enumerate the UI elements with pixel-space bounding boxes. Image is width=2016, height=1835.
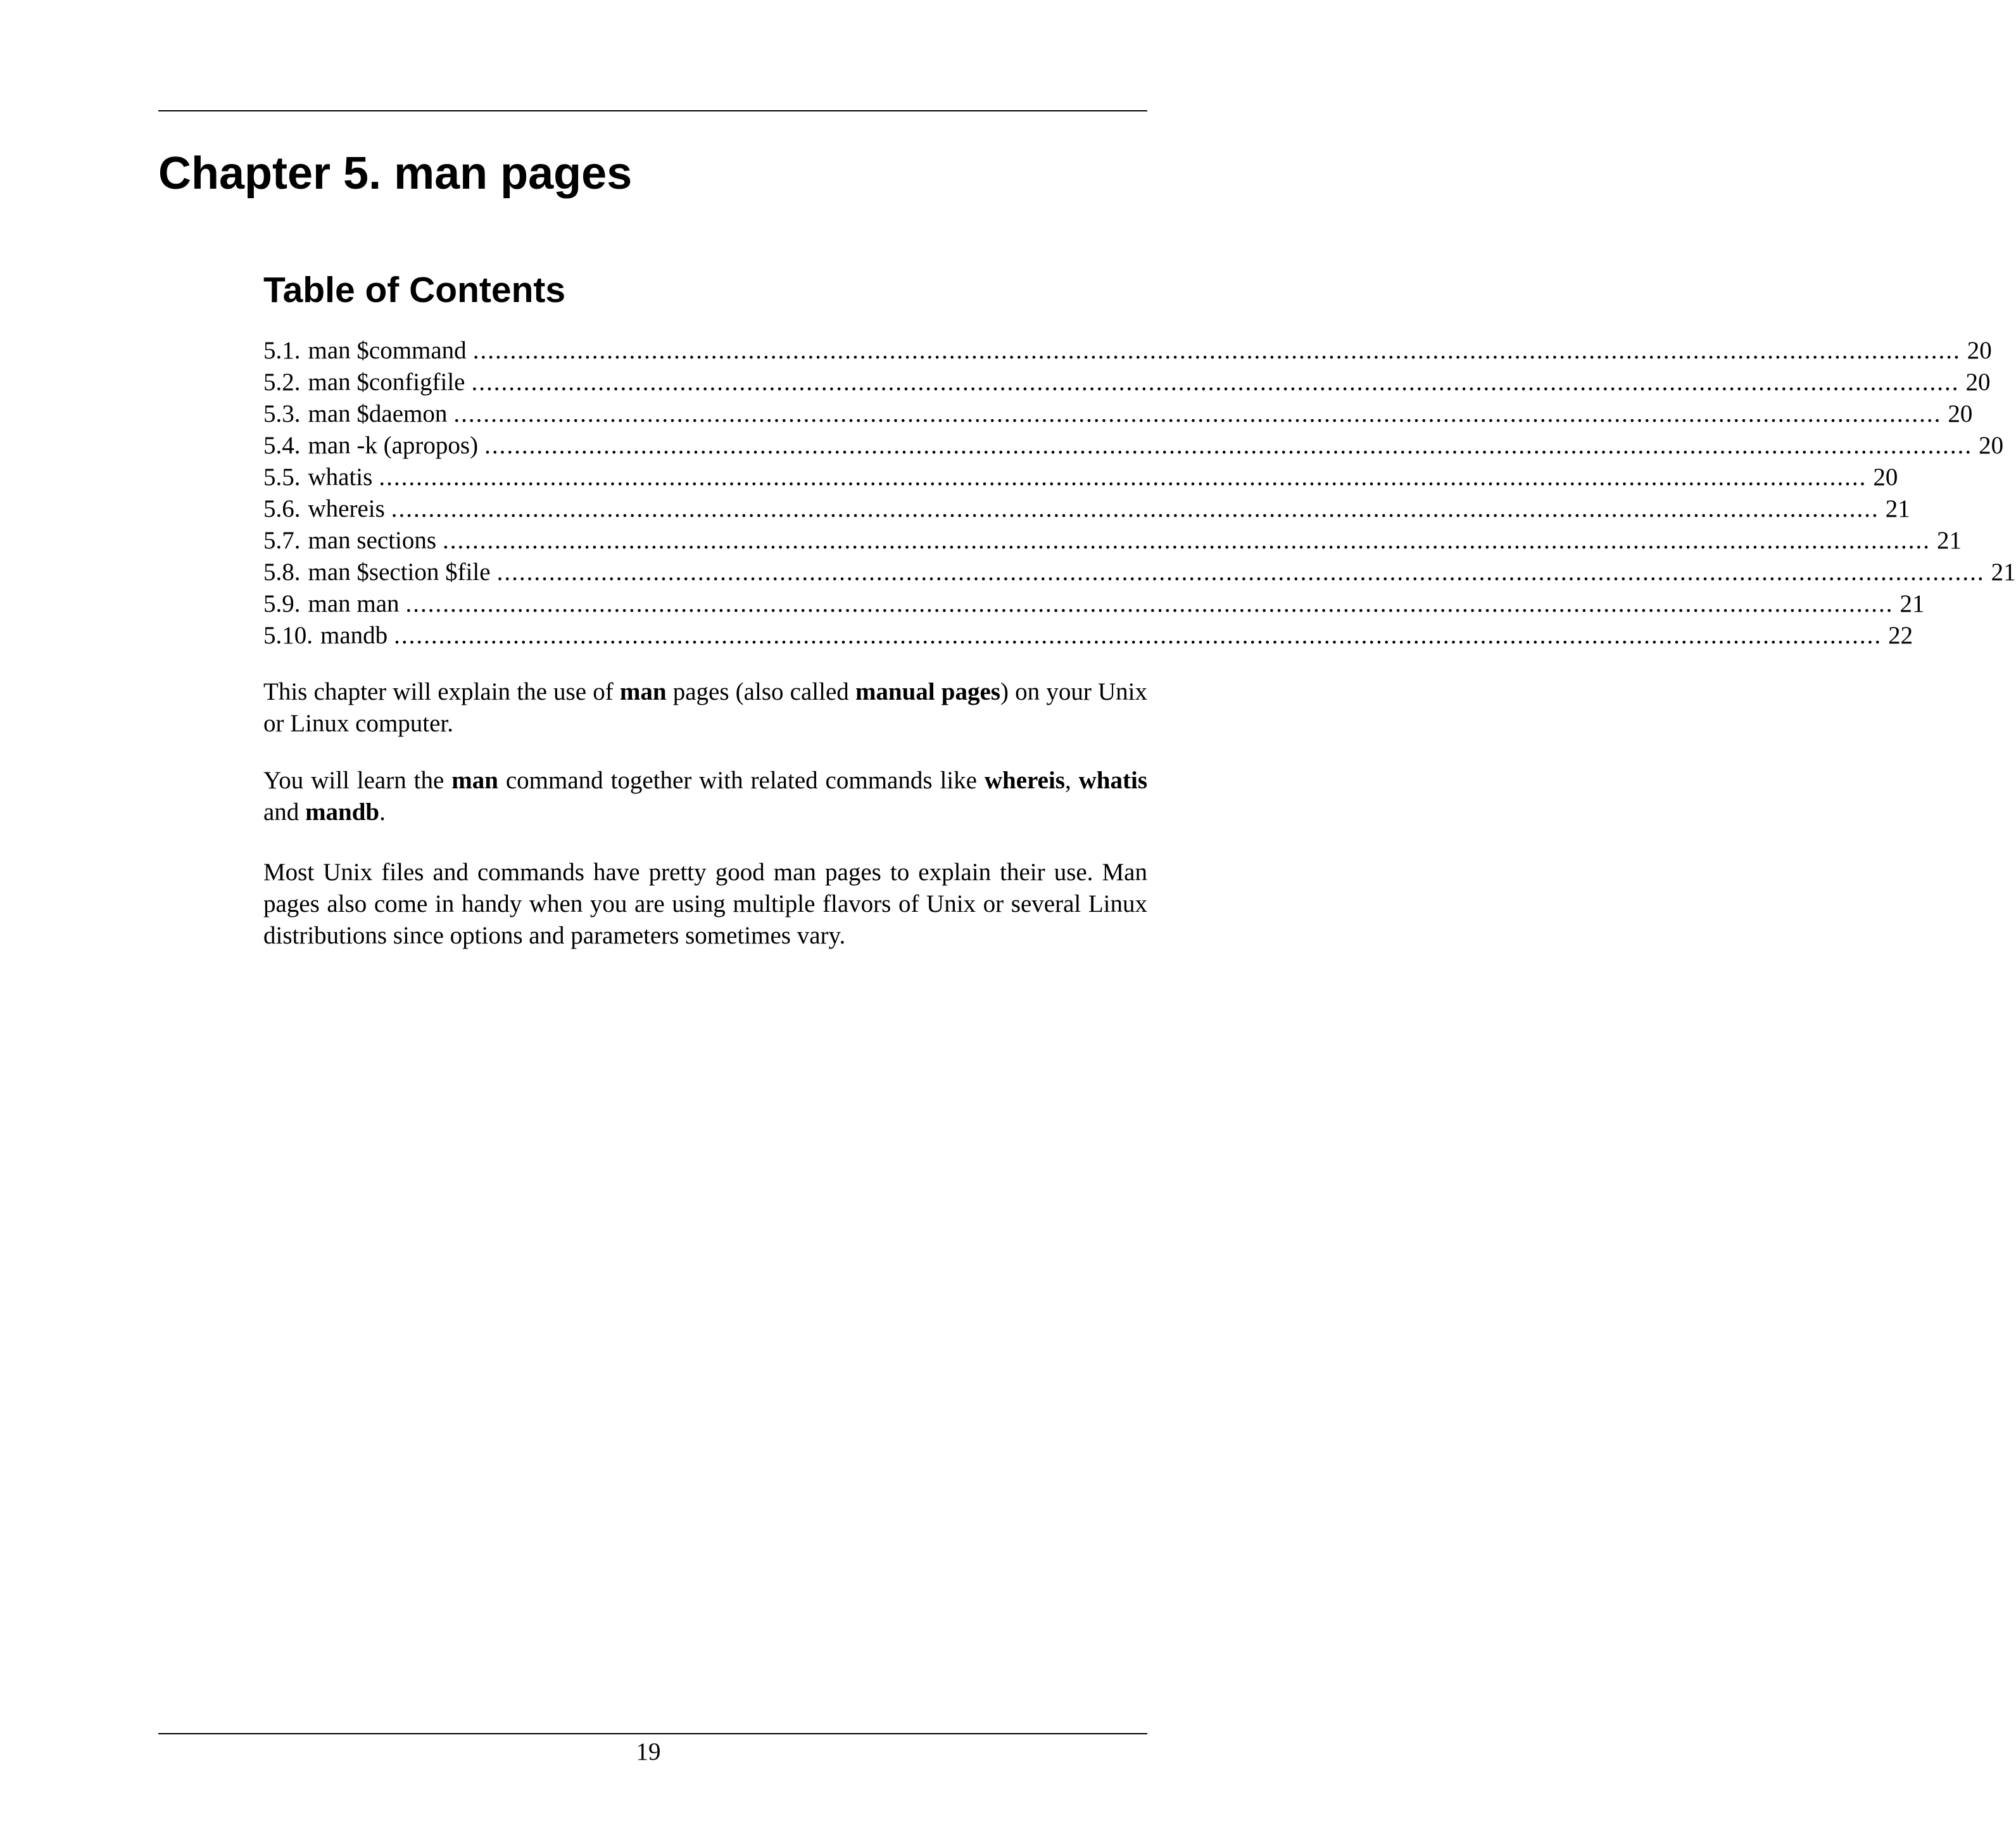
toc-list (263, 335, 2016, 652)
toc-leader-dots: ........................................................................................................................................................................................................ (472, 337, 1961, 364)
bold-term: man (619, 678, 667, 705)
toc-leader-dots: ........................................................................................................................................................................................................ (391, 495, 1879, 522)
bold-term: mandb (305, 798, 380, 826)
text-run: . (379, 798, 386, 826)
intro-paragraph (263, 676, 1147, 740)
text-run: pages (also called (666, 678, 855, 705)
toc-entry-label: whatis (308, 463, 373, 491)
toc-entry-page: 21 (1885, 495, 1910, 522)
toc-entry-number: 5.7. (263, 527, 301, 554)
bold-term: man (451, 767, 498, 794)
toc-entry-page: 20 (1979, 432, 2004, 459)
toc-entry[interactable] (263, 557, 2016, 588)
toc-entry[interactable] (263, 525, 1962, 557)
toc-entry[interactable] (263, 493, 1910, 525)
toc-entry-page: 20 (1948, 400, 1973, 427)
toc-entry[interactable] (263, 462, 1898, 493)
toc-entry-page: 22 (1888, 622, 1913, 649)
bold-term: whereis (984, 767, 1065, 794)
toc-entry[interactable] (263, 588, 1925, 620)
header-rule (158, 110, 1147, 111)
toc-entry-page: 21 (1937, 527, 1962, 554)
toc-entry-label: man man (308, 590, 400, 617)
toc-entry-page: 21 (1991, 558, 2016, 586)
toc-entry-page: 21 (1899, 590, 1925, 617)
toc-entry[interactable] (263, 367, 1991, 398)
toc-entry[interactable] (263, 335, 1992, 367)
toc-entry-label: man $section $file (308, 558, 491, 586)
toc-entry-label: whereis (308, 495, 385, 522)
toc-entry-number: 5.5. (263, 463, 301, 491)
toc-entry-label: mandb (320, 622, 388, 649)
text-run: , (1064, 767, 1079, 794)
text-run: command together with related commands like (498, 767, 985, 794)
toc-entry-label: man -k (apropos) (308, 432, 479, 459)
toc-leader-dots: ........................................................................................................................................................................................................ (379, 463, 1867, 491)
toc-entry-label: man $configfile (308, 369, 465, 396)
toc-leader-dots: ........................................................................................................................................................................................................ (394, 622, 1882, 649)
toc-entry-number: 5.8. (263, 558, 301, 586)
toc-entry-number: 5.9. (263, 590, 301, 617)
usage-paragraph: Most Unix files and commands have pretty good man pages to explain their use. Man pages also come in handy when you are using multiple flavors of Unix or several Linux distributions since options and parameters sometimes vary. (263, 859, 1147, 949)
text-run: ) on your Unix or Linux computer. (263, 678, 1147, 737)
bold-term: whatis (1078, 767, 1147, 794)
toc-leader-dots: ........................................................................................................................................................................................................ (496, 558, 1985, 586)
toc-leader-dots: ........................................................................................................................................................................................................ (405, 590, 1894, 617)
toc-entry-number: 5.4. (263, 432, 301, 459)
toc-entry-number: 5.3. (263, 400, 301, 427)
toc-entry-label: man $command (308, 337, 467, 364)
toc-entry-page: 20 (1873, 463, 1898, 491)
toc-entry-number: 5.2. (263, 369, 301, 396)
commands-paragraph (263, 765, 1147, 828)
chapter-title: Chapter 5. man pages (158, 148, 633, 199)
text-run: This chapter will explain the use of (263, 678, 620, 705)
bold-term: manual pages (855, 678, 1000, 705)
toc-entry-number: 5.6. (263, 495, 301, 522)
toc-entry[interactable] (263, 620, 1913, 652)
footer-rule (158, 1733, 1147, 1734)
page-number: 19 (636, 1738, 661, 1765)
toc-entry[interactable] (263, 430, 2004, 462)
toc-entry-page: 20 (1967, 337, 1992, 364)
toc-entry-label: man sections (308, 527, 437, 554)
toc-leader-dots: ........................................................................................................................................................................................................ (453, 400, 1942, 427)
text-run: and (263, 798, 306, 826)
toc-entry-number: 5.1. (263, 337, 301, 364)
toc-entry-label: man $daemon (308, 400, 448, 427)
toc-entry-page: 20 (1965, 369, 1991, 396)
toc-leader-dots: ........................................................................................................................................................................................................ (484, 432, 1973, 459)
toc-leader-dots: ........................................................................................................................................................................................................ (443, 527, 1931, 554)
toc-entry-number: 5.10. (263, 622, 313, 649)
toc-leader-dots: ........................................................................................................................................................................................................ (471, 369, 1960, 396)
toc-heading: Table of Contents (263, 270, 566, 310)
text-run: You will learn the (263, 767, 452, 794)
toc-entry[interactable] (263, 398, 1973, 430)
